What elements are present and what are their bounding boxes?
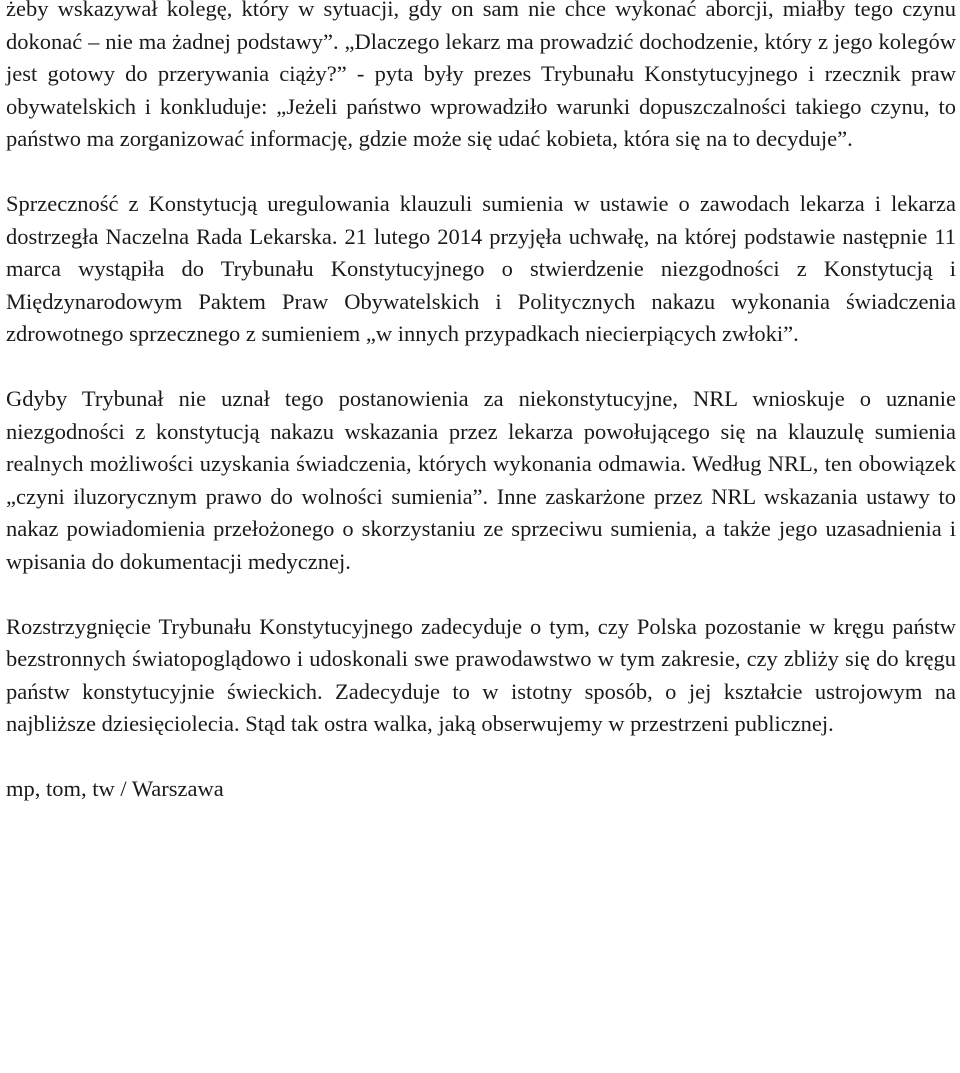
- paragraph-2: Sprzeczność z Konstytucją uregulowania klauzuli sumienia w ustawie o zawodach lekarza i lekarza dostrzegła Naczelna Rada Lekarska. 21 lutego 2014 przyjęła uchwałę, na której podstawie następnie 11 marca wystąpiła do Trybunału Konstytucyjnego o stwierdzenie niezgodności z Konstytucją i Międzynarodowym Paktem Praw Obywatelskich i Politycznych nakazu wykonania świadczenia zdrowotnego sprzecznego z sumieniem „w innych przypadkach niecierpiących zwłoki”.: [6, 190, 956, 347]
- paragraph-spacer: [6, 579, 956, 611]
- paragraph-4: Rozstrzygnięcie Trybunału Konstytucyjnego zadecyduje o tym, czy Polska pozostanie w kręgu państw bezstronnych światopoglądowo i udoskonali swe prawodawstwo w tym zakresie, czy zbliży się do kręgu państw konstytucyjnie świeckich. Zadecyduje to w istotny sposób, o jej kształcie ustrojowym na najbliższe dziesięciolecia. Stąd tak ostra walka, jaką obserwujemy w przestrzeni publicznej.: [6, 613, 956, 737]
- paragraph-3: Gdyby Trybunał nie uznał tego postanowienia za niekonstytucyjne, NRL wnioskuje o uznanie niezgodności z konstytucją nakazu wskazania przez lekarza powołującego się na klauzulę sumienia realnych możliwości uzyskania świadczenia, których wykonania odmawia. Według NRL, ten obowiązek „czyni iluzorycznym prawo do wolności sumienia”. Inne zaskarżone przez NRL wskazania ustawy to nakaz powiadomienia przełożonego o skorzystaniu ze sprzeciwu sumienia, a także jego uzasadnienia i wpisania do dokumentacji medycznej.: [6, 385, 956, 574]
- paragraph-1: żeby wskazywał kolegę, który w sytuacji, gdy on sam nie chce wykonać aborcji, miałby tego czynu dokonać – nie ma żadnej podstawy”. „Dlaczego lekarz ma prowadzić dochodzenie, który z jego kolegów jest gotowy do przerywania ciąży?” - pyta były prezes Trybunału Konstytucyjnego i rzecznik praw obywatelskich i konkluduje: „Jeżeli państwo wprowadziło warunki dopuszczalności takiego czynu, to państwo ma zorganizować informację, gdzie może się udać kobieta, która się na to decyduje”.: [6, 0, 956, 152]
- paragraph-spacer: [6, 156, 956, 188]
- author-signature: mp, tom, tw / Warszawa: [6, 775, 224, 801]
- paragraph-spacer: [6, 351, 956, 383]
- paragraph-spacer: [6, 741, 956, 773]
